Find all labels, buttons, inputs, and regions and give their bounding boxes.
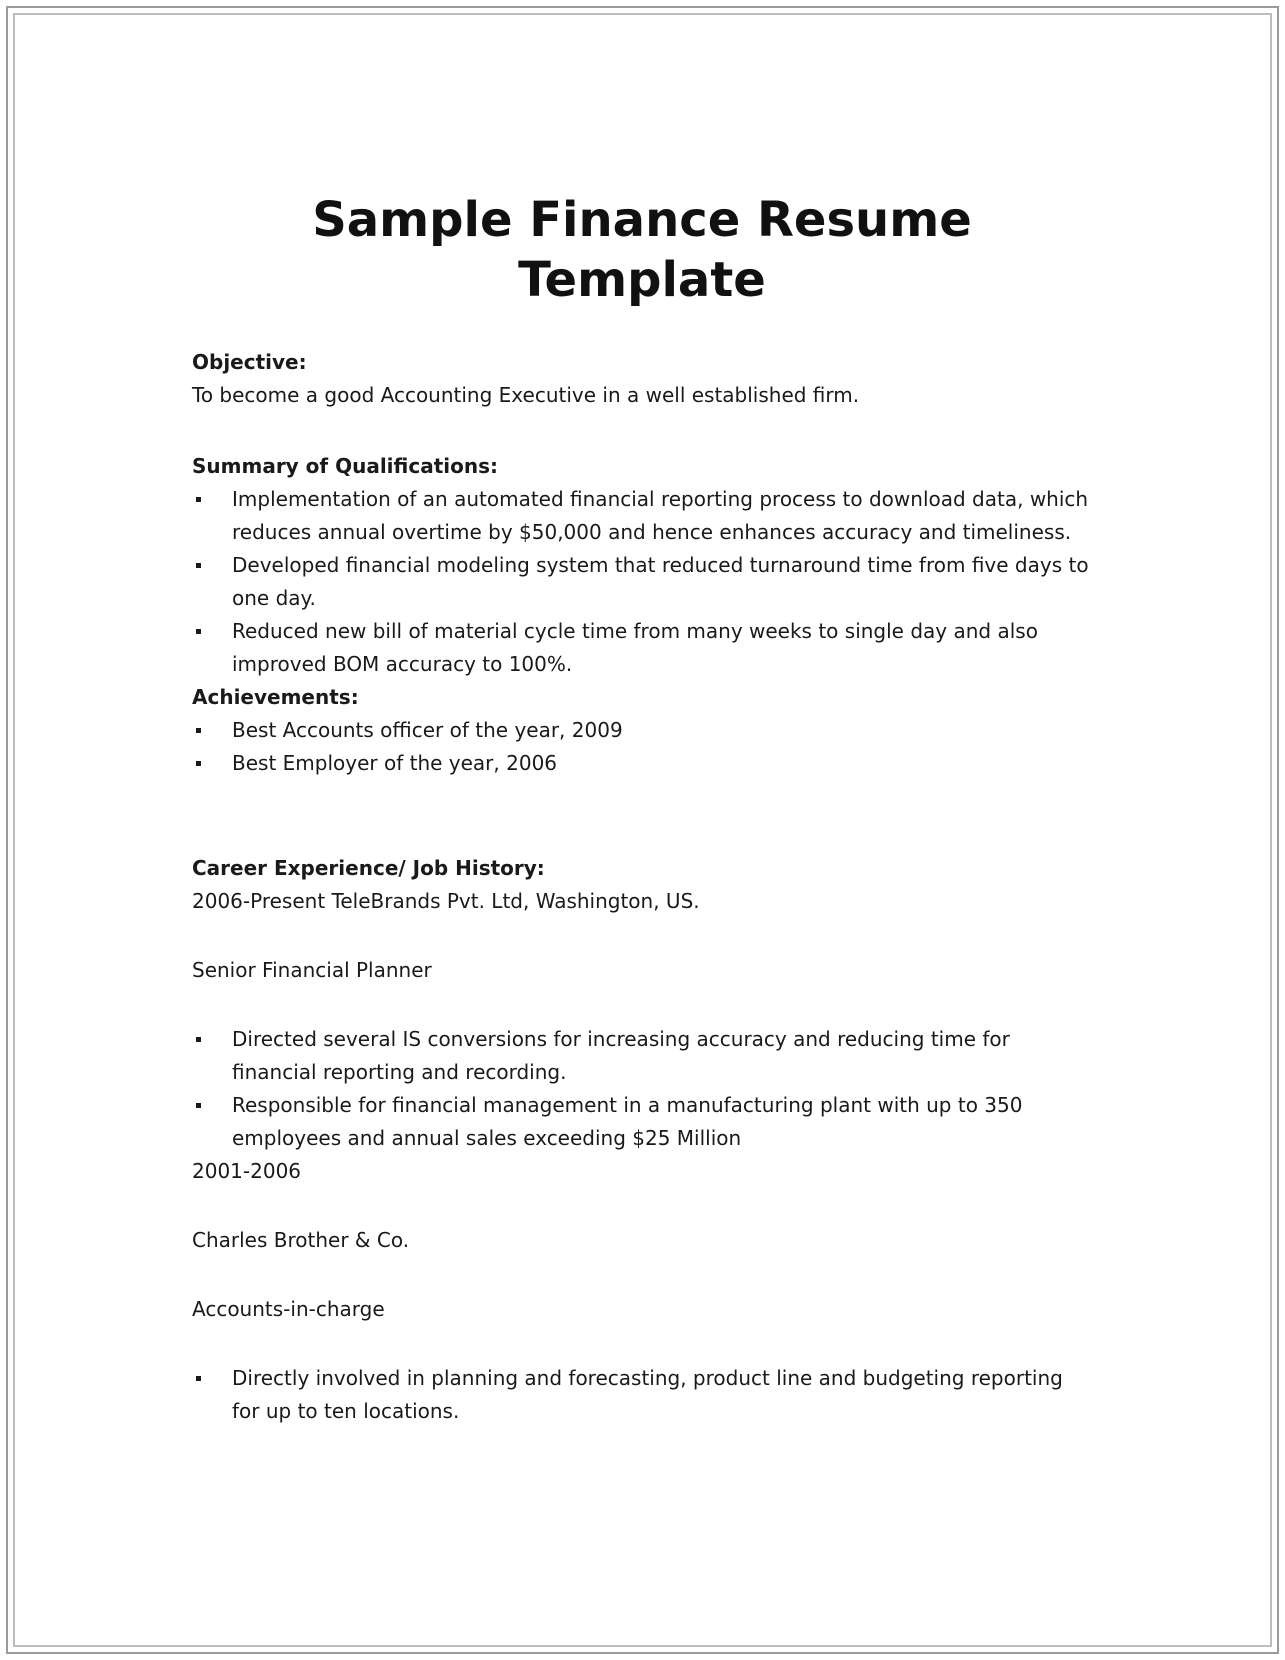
spacer bbox=[192, 1188, 1092, 1224]
objective-heading: Objective: bbox=[192, 350, 307, 374]
career-heading: Career Experience/ Job History: bbox=[192, 856, 545, 880]
title-line-2: Template bbox=[518, 252, 766, 308]
job2-company: Charles Brother & Co. bbox=[192, 1228, 410, 1252]
spacer bbox=[192, 987, 1092, 1023]
list-item-text: Reduced new bill of material cycle time from many weeks to single day and also improved BOM accuracy to 100%. bbox=[232, 619, 1038, 676]
list-item bbox=[192, 483, 1092, 549]
list-item-text: Best Accounts officer of the year, 2009 bbox=[232, 718, 623, 742]
job2-years: 2001-2006 bbox=[192, 1159, 302, 1183]
list-item bbox=[192, 1089, 1092, 1155]
bullet-icon bbox=[196, 629, 201, 634]
list-item bbox=[192, 714, 1092, 747]
list-item-text: Responsible for financial management in a manufacturing plant with up to 350 employees and annual sales exceeding $25 Million bbox=[232, 1093, 1023, 1150]
bullet-icon bbox=[196, 1037, 201, 1042]
summary-list bbox=[192, 483, 1092, 681]
spacer bbox=[192, 780, 1092, 852]
summary-heading: Summary of Qualifications: bbox=[192, 454, 499, 478]
list-item-text: Implementation of an automated financial reporting process to download data, which reduces annual overtime by $50,000 and hence enhances accuracy and timeliness. bbox=[232, 487, 1089, 544]
title-line-1: Sample Finance Resume bbox=[312, 192, 972, 248]
spacer bbox=[192, 1326, 1092, 1362]
achievements-list bbox=[192, 714, 1092, 780]
bullet-icon bbox=[196, 497, 201, 502]
achievements-heading: Achievements: bbox=[192, 685, 359, 709]
job1-role: Senior Financial Planner bbox=[192, 958, 432, 982]
spacer bbox=[192, 1257, 1092, 1293]
bullet-icon bbox=[196, 1103, 201, 1108]
bullet-icon bbox=[196, 1376, 201, 1381]
spacer bbox=[192, 918, 1092, 954]
bullet-icon bbox=[196, 728, 201, 733]
list-item bbox=[192, 747, 1092, 780]
list-item-text: Directed several IS conversions for increasing accuracy and reducing time for financial reporting and recording. bbox=[232, 1027, 1010, 1084]
list-item-text: Developed financial modeling system that reduced turnaround time from five days to one day. bbox=[232, 553, 1089, 610]
list-item-text: Best Employer of the year, 2006 bbox=[232, 751, 558, 775]
objective-text: To become a good Accounting Executive in a well established firm. bbox=[192, 383, 860, 407]
document-title bbox=[192, 190, 1092, 310]
job2-duties-list bbox=[192, 1362, 1092, 1428]
resume-document bbox=[192, 190, 1092, 1428]
job2-role: Accounts-in-charge bbox=[192, 1297, 385, 1321]
list-item bbox=[192, 1362, 1092, 1428]
list-item bbox=[192, 549, 1092, 615]
job1-duties-list bbox=[192, 1023, 1092, 1155]
bullet-icon bbox=[196, 563, 201, 568]
job1-company-line: 2006-Present TeleBrands Pvt. Ltd, Washington, US. bbox=[192, 889, 700, 913]
list-item bbox=[192, 615, 1092, 681]
spacer bbox=[192, 412, 1092, 450]
bullet-icon bbox=[196, 761, 201, 766]
list-item bbox=[192, 1023, 1092, 1089]
list-item-text: Directly involved in planning and forecasting, product line and budgeting reporting for up to ten locations. bbox=[232, 1366, 1063, 1423]
